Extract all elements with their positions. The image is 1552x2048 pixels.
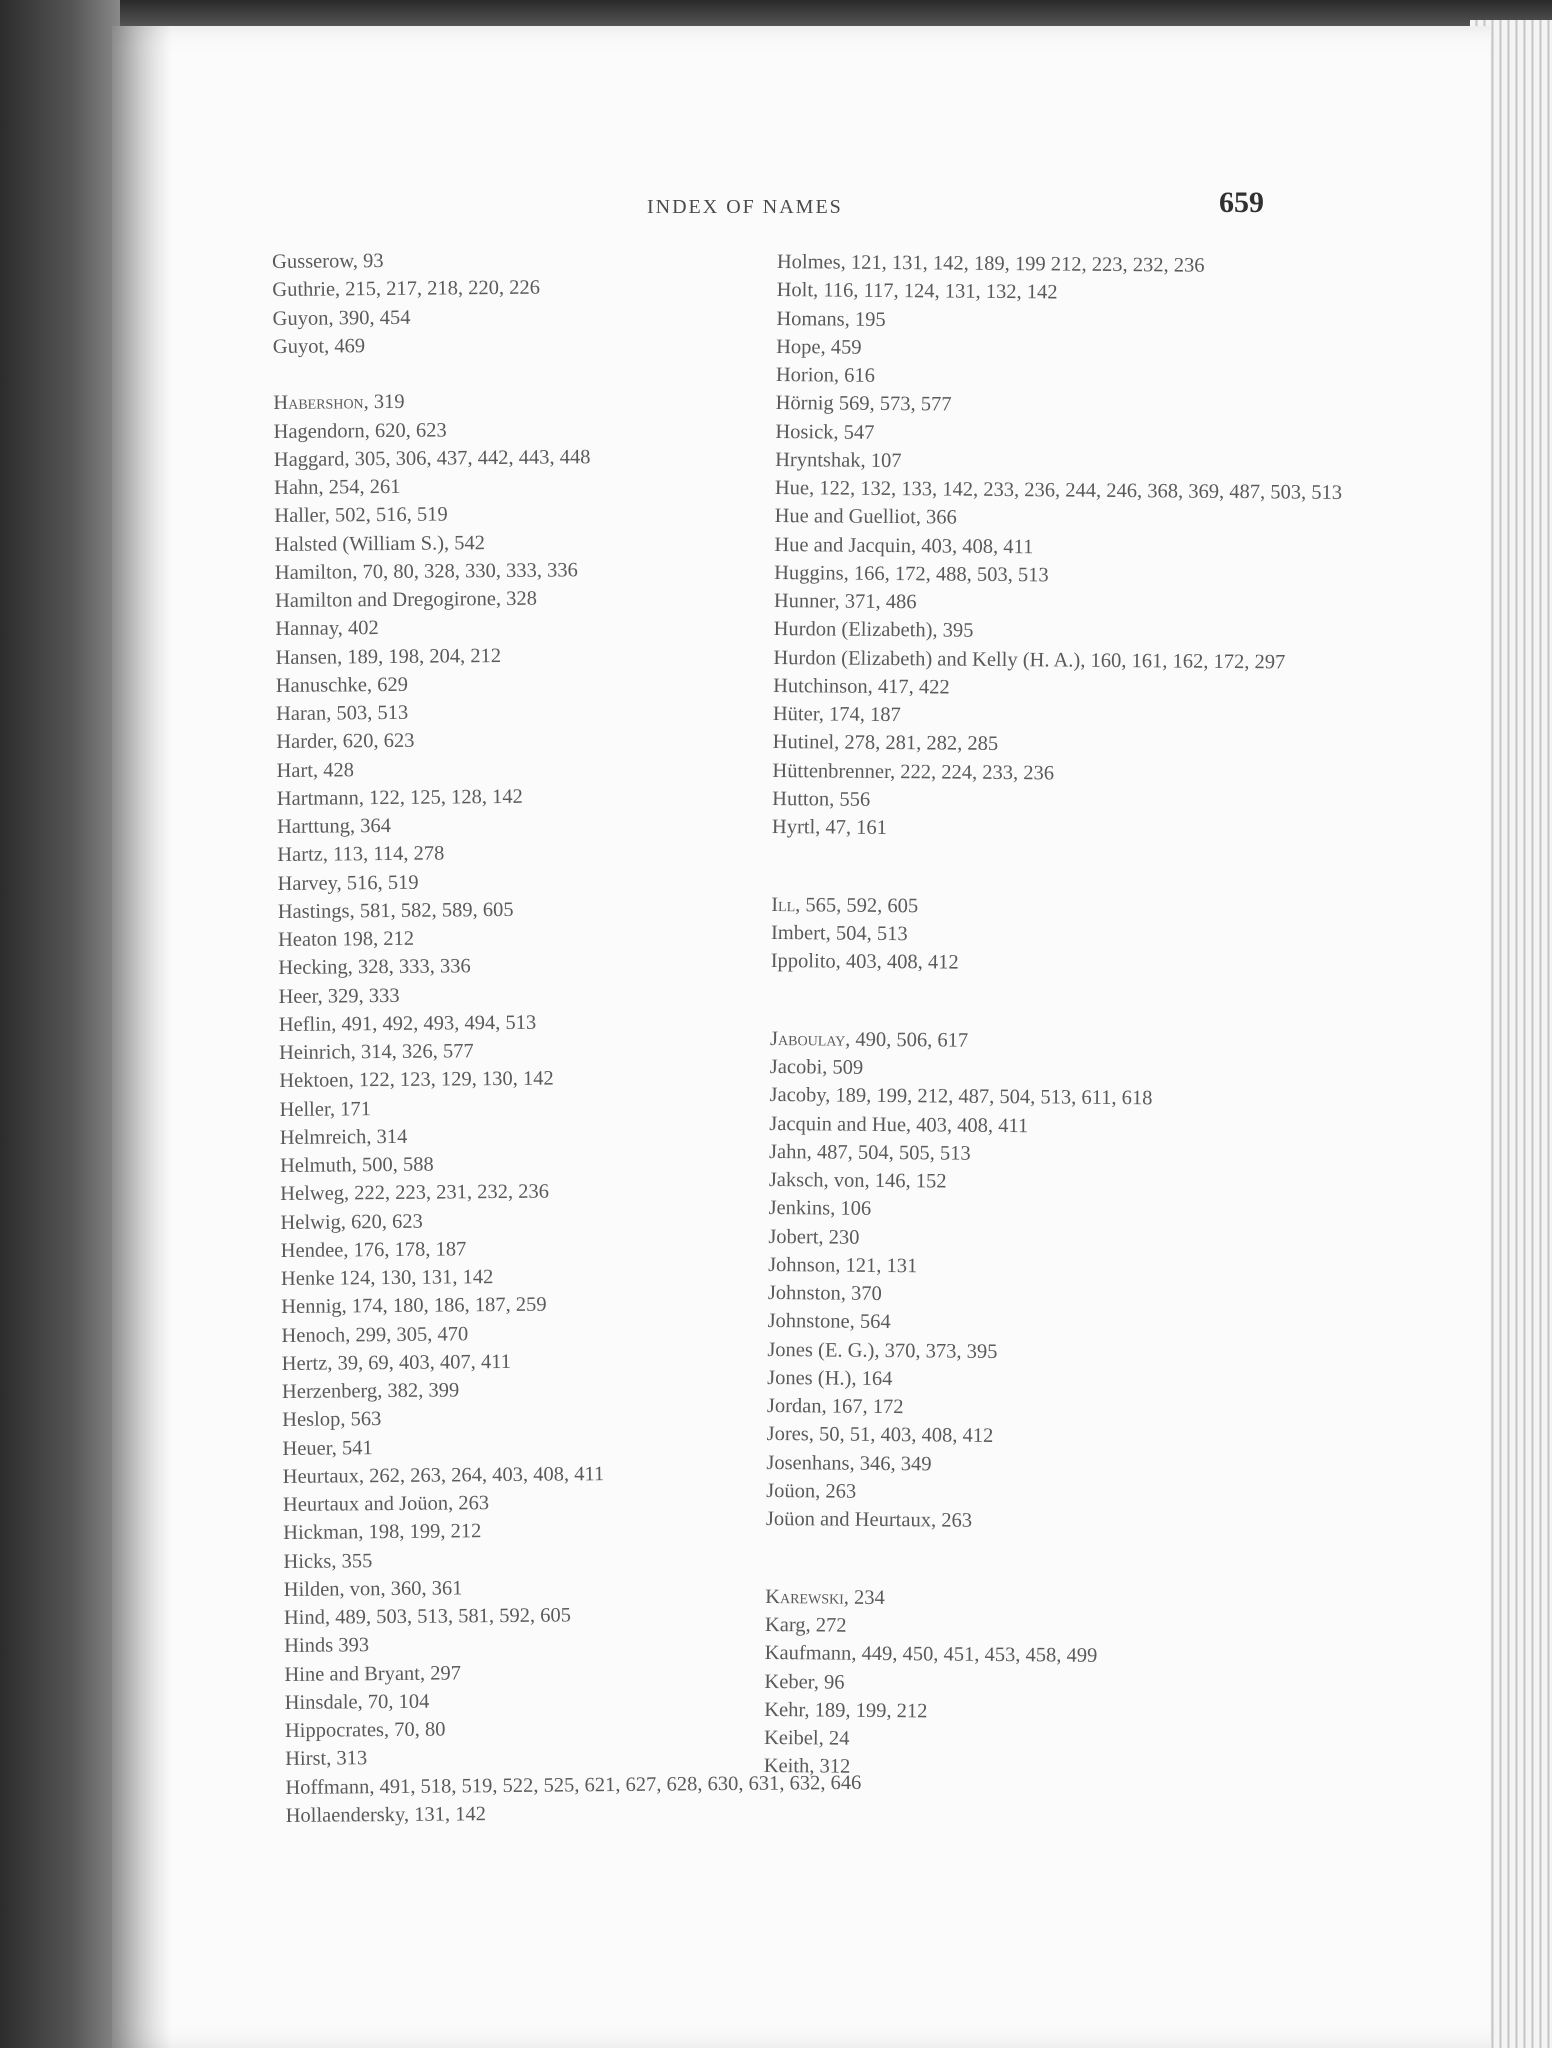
index-entry-text: Hollaendersky, 131, 142 (285, 1802, 486, 1827)
index-entry-text: Jacoby, 189, 199, 212, 487, 504, 513, 611, 618 (769, 1084, 1153, 1110)
index-entry-text: Jordan, 167, 172 (766, 1395, 904, 1419)
index-entry (764, 1696, 1364, 1729)
index-entry-text: Hicks, 355 (283, 1549, 373, 1573)
index-entry (774, 615, 1374, 648)
index-entry-text: Hart, 428 (276, 758, 355, 782)
index-entry (775, 502, 1375, 535)
index-entry-text: , 490, 506, 617 (845, 1028, 969, 1052)
index-entry-text: , 565, 592, 605 (795, 893, 919, 917)
index-entry-text: Huggins, 166, 172, 488, 503, 513 (774, 561, 1049, 587)
index-entry-text: Hartmann, 122, 125, 128, 142 (276, 785, 523, 810)
index-entry-text: Haller, 502, 516, 519 (274, 503, 448, 528)
index-entry-text: Ippolito, 403, 408, 412 (770, 950, 959, 974)
index-entry-text: Hurdon (Elizabeth) and Kelly (H. A.), 160, 161, 162, 172, 297 (773, 646, 1286, 673)
index-entry-text: Jahn, 487, 504, 505, 513 (769, 1140, 971, 1165)
index-entry (766, 1449, 1366, 1482)
index-entry-text: Halsted (William S.), 542 (274, 531, 486, 556)
index-entry-text: Hanuschke, 629 (275, 673, 409, 697)
index-entry-text: Heaton 198, 212 (277, 927, 415, 951)
index-entry-text: Keber, 96 (764, 1670, 845, 1694)
index-entry-text: Herzenberg, 382, 399 (281, 1379, 460, 1403)
index-entry-text: Kehr, 189, 199, 212 (764, 1698, 928, 1723)
index-entry-text: Hamilton, 70, 80, 328, 330, 333, 336 (274, 559, 578, 584)
index-entry-text: Joüon and Heurtaux, 263 (765, 1508, 973, 1532)
index-entry-text: Hue and Guelliot, 366 (774, 505, 957, 529)
index-entry-text: Hamilton and Dregogirone, 328 (274, 587, 538, 612)
index-entry-text: Helwig, 620, 623 (280, 1210, 423, 1234)
index-entry-text: Heurtaux and Joüon, 263 (282, 1492, 490, 1516)
index-entry-text: Johnston, 370 (767, 1282, 882, 1306)
index-entry-text: Hansen, 189, 198, 204, 212 (275, 644, 502, 669)
index-entry-text: Hennig, 174, 180, 186, 187, 259 (281, 1293, 547, 1319)
index-entry-text: Hilden, von, 360, 361 (283, 1577, 463, 1601)
index-entry (776, 389, 1376, 422)
index-entry-text: Joüon, 263 (766, 1479, 857, 1503)
index-entry-text: Hagendorn, 620, 623 (273, 418, 447, 443)
index-entry-text: Jones (E. G.), 370, 373, 395 (767, 1338, 998, 1363)
index-entry-text: Hoffmann, 491, 518, 519, 522, 525, 621, 627, 628, 630, 631, 632, 646 (285, 1771, 862, 1799)
index-column-right (764, 248, 1377, 1786)
index-entry-text: Henoch, 299, 305, 470 (281, 1322, 469, 1347)
index-entry-text: Hinsdale, 70, 104 (284, 1690, 430, 1714)
index-entry-text: Helweg, 222, 223, 231, 232, 236 (280, 1180, 550, 1206)
index-entry-text: , 319 (363, 391, 405, 414)
index-entry (777, 276, 1377, 309)
index-entry-text: Hertz, 39, 69, 403, 407, 411 (281, 1350, 512, 1375)
index-entry-text: Hannay, 402 (275, 617, 379, 641)
running-head (112, 172, 1490, 219)
index-entry-text: Hörnig 569, 573, 577 (775, 392, 952, 416)
page-gutter-shadow (112, 26, 172, 2048)
index-entry-text: Henke 124, 130, 131, 142 (280, 1266, 494, 1290)
section-lead-name: Jaboulay (770, 1027, 846, 1051)
index-entry-text: Hüttenbrenner, 222, 224, 233, 236 (772, 759, 1055, 784)
index-entry-text: Hahn, 254, 261 (273, 475, 401, 499)
index-entry-text: Hope, 459 (776, 335, 862, 359)
index-entry-text: Hind, 489, 503, 513, 581, 592, 605 (283, 1604, 572, 1629)
index-entry-text: Hartz, 113, 114, 278 (277, 842, 445, 867)
index-entry-text: Harttung, 364 (276, 814, 392, 838)
index-entry-text: Haggard, 305, 306, 437, 442, 443, 448 (273, 445, 591, 471)
index-entry (765, 1583, 1365, 1616)
index-entry-text: Heurtaux, 262, 263, 264, 403, 408, 411 (282, 1462, 605, 1488)
index-entry-text: Jores, 50, 51, 403, 408, 412 (766, 1423, 994, 1448)
section-lead-name: Habershon (273, 391, 364, 415)
index-entry-text: Hastings, 581, 582, 589, 605 (277, 898, 514, 923)
index-entry-text: Harvey, 516, 519 (277, 871, 419, 895)
index-entry-text: Jacobi, 509 (769, 1056, 864, 1079)
index-entry-text: Helmreich, 314 (279, 1125, 408, 1149)
index-entry-text: Josenhans, 346, 349 (766, 1451, 932, 1476)
index-entry (772, 813, 1372, 846)
section-lead-name: Ill (771, 893, 796, 916)
index-entry-text: Heer, 329, 333 (278, 984, 400, 1008)
index-entry-text: Hurdon (Elizabeth), 395 (773, 618, 974, 642)
index-entry-text: Jacquin and Hue, 403, 408, 411 (769, 1112, 1029, 1137)
index-entry-text: Harder, 620, 623 (276, 730, 415, 754)
section-gap (765, 1533, 1365, 1588)
index-entry-text: Haran, 503, 513 (275, 701, 409, 725)
index-entry-text: Hutton, 556 (772, 787, 871, 811)
index-entry (286, 1797, 866, 1830)
index-entry-text: Guyot, 469 (272, 334, 366, 358)
index-entry-text: Hine and Bryant, 297 (284, 1661, 462, 1686)
page-number: 659 (1219, 186, 1264, 219)
index-entry-text: Heller, 171 (279, 1097, 372, 1121)
index-entry-text: Homans, 195 (776, 307, 886, 331)
index-entry (773, 728, 1373, 761)
index-entry (771, 947, 1371, 980)
index-entry-text: Keibel, 24 (763, 1727, 850, 1750)
index-entry-text: Hryntshak, 107 (775, 448, 902, 472)
index-entry (776, 304, 1376, 337)
index-entry-text: Hecking, 328, 333, 336 (278, 955, 471, 980)
index-entry-text: Hirst, 313 (285, 1747, 368, 1771)
index-entry-text: , 234 (843, 1586, 885, 1609)
index-entry-text: Karg, 272 (764, 1614, 847, 1637)
page-title: INDEX OF NAMES (647, 196, 843, 218)
index-entry-text: Hue and Jacquin, 403, 408, 411 (774, 533, 1034, 558)
index-entry-text: Hüter, 174, 187 (772, 702, 901, 727)
index-entry-text: Hippocrates, 70, 80 (284, 1718, 446, 1742)
index-entry-text: Hektoen, 122, 123, 129, 130, 142 (279, 1067, 554, 1093)
section-lead-name: Karewski (765, 1585, 844, 1609)
index-entry-text: Holmes, 121, 131, 142, 189, 199 212, 223, 232, 236 (776, 250, 1205, 277)
scan-background-left (0, 0, 120, 2048)
index-entry-text: Hutinel, 278, 281, 282, 285 (772, 731, 999, 756)
index-entry-text: Gusserow, 93 (272, 250, 384, 273)
index-entry-text: Guthrie, 215, 217, 218, 220, 226 (272, 276, 541, 302)
index-entry-text: Hinds 393 (284, 1634, 370, 1658)
section-gap (770, 975, 1370, 1030)
index-entry-text: Johnstone, 564 (767, 1310, 891, 1334)
index-entry-text: Horion, 616 (775, 363, 876, 387)
index-entry-text: Hickman, 198, 199, 212 (283, 1520, 482, 1545)
index-entry (766, 1505, 1366, 1538)
index-entry-text: Imbert, 504, 513 (770, 921, 908, 946)
index-entry-text: Jenkins, 106 (768, 1197, 872, 1221)
section-gap (771, 841, 1371, 896)
index-entry-text: Heinrich, 314, 326, 577 (278, 1040, 474, 1064)
index-entry-text: Jones (H.), 164 (767, 1366, 893, 1390)
index-entry-text: Jobert, 230 (768, 1225, 860, 1249)
index-entry (764, 1752, 1364, 1785)
index-entry-text: Jaksch, von, 146, 152 (768, 1169, 947, 1193)
index-entry-text: Heuer, 541 (282, 1436, 373, 1460)
index-entry (765, 1639, 1365, 1672)
index-entry-text: Hutchinson, 417, 422 (773, 674, 950, 699)
index-entry-text: Hendee, 176, 178, 187 (280, 1238, 467, 1262)
index-entry-text: Keith, 312 (763, 1755, 851, 1779)
index-entry-text: Holt, 116, 117, 124, 131, 132, 142 (776, 279, 1058, 304)
index-entry-text: Heflin, 491, 492, 493, 494, 513 (278, 1011, 537, 1036)
index-entry-text: Guyon, 390, 454 (272, 306, 411, 330)
index-entry-text: Hosick, 547 (775, 420, 875, 444)
index-entry-text: Helmuth, 500, 588 (279, 1153, 434, 1177)
index-entry-text: Heslop, 563 (282, 1408, 382, 1432)
index-entry-text: Hyrtl, 47, 161 (771, 815, 888, 839)
book-page (112, 26, 1490, 2048)
index-entry-text: Kaufmann, 449, 450, 451, 453, 458, 499 (764, 1642, 1098, 1668)
index-entry-text: Hue, 122, 132, 133, 142, 233, 236, 244, 246, 368, 369, 487, 503, 513 (774, 476, 1343, 504)
index-entry-text: Hunner, 371, 486 (773, 589, 917, 614)
index-entry-text: Johnson, 121, 131 (768, 1253, 918, 1278)
